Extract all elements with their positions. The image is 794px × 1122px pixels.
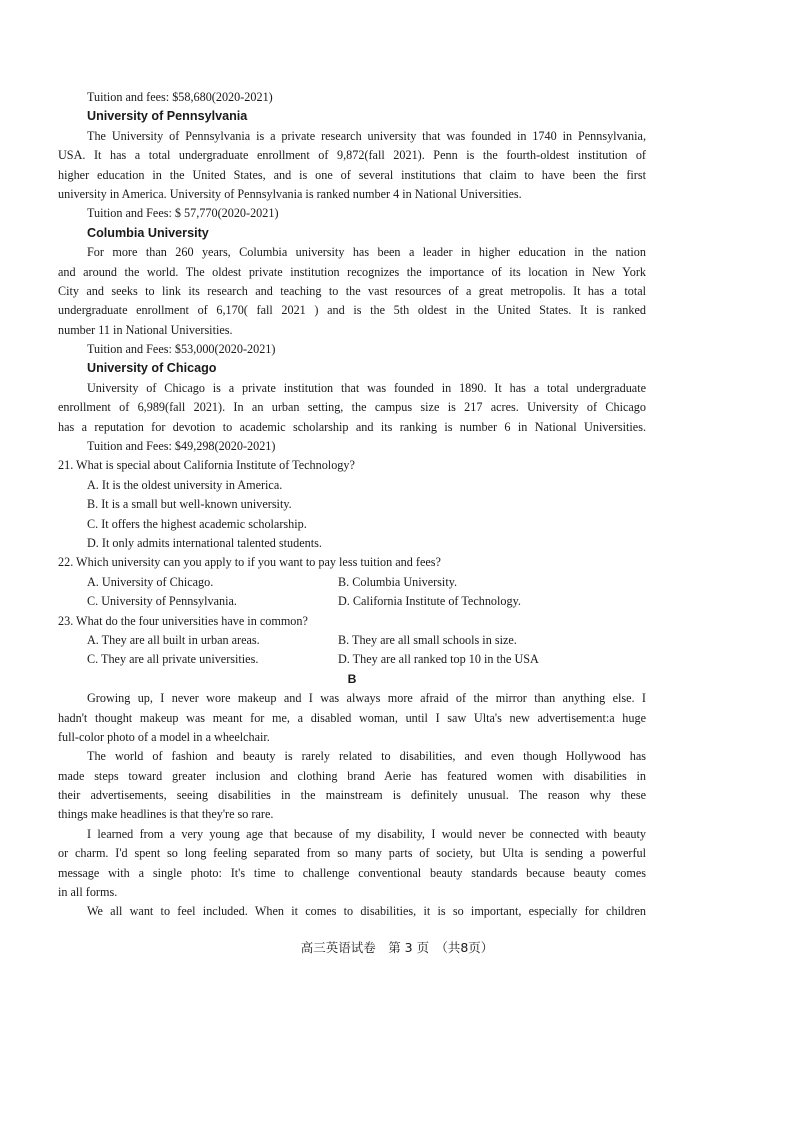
paragraph-line: The world of fashion and beauty is rarely related to disabilities, and even though Hollywood has bbox=[87, 749, 646, 764]
option-23-a: A. They are all built in urban areas. bbox=[87, 632, 260, 647]
paragraph-line: has a reputation for devotion to academic scholarship and its ranking is number 6 in National Universities. bbox=[58, 419, 646, 434]
option-22-c: C. University of Pennsylvania. bbox=[87, 594, 237, 609]
option-21-c: C. It offers the highest academic scholarship. bbox=[87, 516, 307, 531]
options-row bbox=[58, 650, 646, 669]
paragraph-line: and around the world. The oldest private institution recognizes the importance of its location in New York bbox=[58, 264, 646, 279]
option-23-c: C. They are all private universities. bbox=[87, 652, 259, 667]
heading-chicago: University of Chicago bbox=[87, 361, 217, 376]
option-23-b: B. They are all small schools in size. bbox=[338, 632, 517, 647]
section-b-heading: B bbox=[347, 671, 357, 686]
question-23: 23. What do the four universities have in common? bbox=[58, 613, 308, 628]
paragraph-line: University of Chicago is a private institution that was founded in 1890. It has a total undergraduate bbox=[87, 380, 646, 395]
option-21-d: D. It only admits international talented students. bbox=[87, 535, 322, 550]
paragraph-line: USA. It has a total undergraduate enrollment of 9,872(fall 2021). Penn is the fourth-oldest institution of bbox=[58, 148, 646, 163]
option-23-d: D. They are all ranked top 10 in the USA bbox=[338, 652, 539, 667]
paragraph-line: their advertisements, seeing disabilities in the mainstream is definitely unusual. The reason why these bbox=[58, 788, 646, 803]
paragraph-line: message with a single photo: It's time to challenge conventional beauty standards because beauty comes bbox=[58, 865, 646, 880]
option-22-d: D. California Institute of Technology. bbox=[338, 594, 521, 609]
page-footer: 高三英语试卷 第 3 页 （共8页） bbox=[300, 940, 494, 955]
paragraph-line: university in America. University of Pennsylvania is ranked number 4 in National Universities. bbox=[58, 186, 522, 201]
paragraph-line: City and seeks to link its research and teaching to the vast resources of a great metropolis. It has a total bbox=[58, 283, 646, 298]
paragraph-line: The University of Pennsylvania is a private research university that was founded in 1740 in Pennsylvania, bbox=[87, 128, 646, 143]
paragraph-line: higher education in the United States, and is one of several institutions that claim to have been the first bbox=[58, 167, 646, 182]
options-row bbox=[58, 592, 646, 611]
paragraph-line: For more than 260 years, Columbia university has been a leader in higher education in the nation bbox=[87, 245, 646, 260]
paragraph-line: undergraduate enrollment of 6,170( fall 2021 ) and is the 5th oldest in the United States. It is ranked bbox=[58, 303, 646, 318]
tuition-line-upenn: Tuition and Fees: $ 57,770(2020-2021) bbox=[87, 206, 279, 221]
question-21: 21. What is special about California Institute of Technology? bbox=[58, 458, 355, 473]
option-21-b: B. It is a small but well-known university. bbox=[87, 497, 292, 512]
paragraph-line: enrollment of 6,989(fall 2021). In an urban setting, the campus size is 217 acres. University of Chicago bbox=[58, 400, 646, 415]
options-row bbox=[58, 573, 646, 592]
option-22-b: B. Columbia University. bbox=[338, 574, 458, 589]
paragraph-line: I learned from a very young age that because of my disability, I would never be connected with beauty bbox=[87, 826, 646, 841]
paragraph-line: things make headlines is that they're so rare. bbox=[58, 807, 274, 822]
paragraph-line: made steps toward greater inclusion and clothing brand Aerie has featured women with disabilities in bbox=[58, 768, 646, 783]
heading-columbia: Columbia University bbox=[87, 225, 209, 240]
heading-upenn: University of Pennsylvania bbox=[87, 109, 248, 124]
paragraph-line: Growing up, I never wore makeup and I was always more afraid of the mirror than anything else. I bbox=[87, 691, 646, 706]
paragraph-line: hadn't thought makeup was meant for me, a disabled woman, until I saw Ulta's new advertisement:a huge bbox=[58, 710, 646, 725]
options-row bbox=[58, 631, 646, 650]
paragraph-line: We all want to feel included. When it comes to disabilities, it is so important, especially for children bbox=[87, 904, 646, 919]
question-22: 22. Which university can you apply to if you want to pay less tuition and fees? bbox=[58, 555, 441, 570]
paragraph-line: in all forms. bbox=[58, 885, 118, 900]
tuition-line-chicago: Tuition and Fees: $49,298(2020-2021) bbox=[87, 439, 276, 454]
option-21-a: A. It is the oldest university in America. bbox=[87, 477, 283, 492]
exam-page-content bbox=[58, 88, 646, 922]
option-22-a: A. University of Chicago. bbox=[87, 574, 214, 589]
tuition-line-caltech: Tuition and fees: $58,680(2020-2021) bbox=[87, 90, 273, 104]
paragraph-line: or charm. I'd spent so long feeling separated from so many parts of society, but Ulta is sending a powerful bbox=[58, 846, 646, 861]
tuition-line-columbia: Tuition and Fees: $53,000(2020-2021) bbox=[87, 342, 276, 357]
paragraph-line: number 11 in National Universities. bbox=[58, 322, 233, 337]
paragraph-line: full-color photo of a model in a wheelchair. bbox=[58, 729, 270, 744]
